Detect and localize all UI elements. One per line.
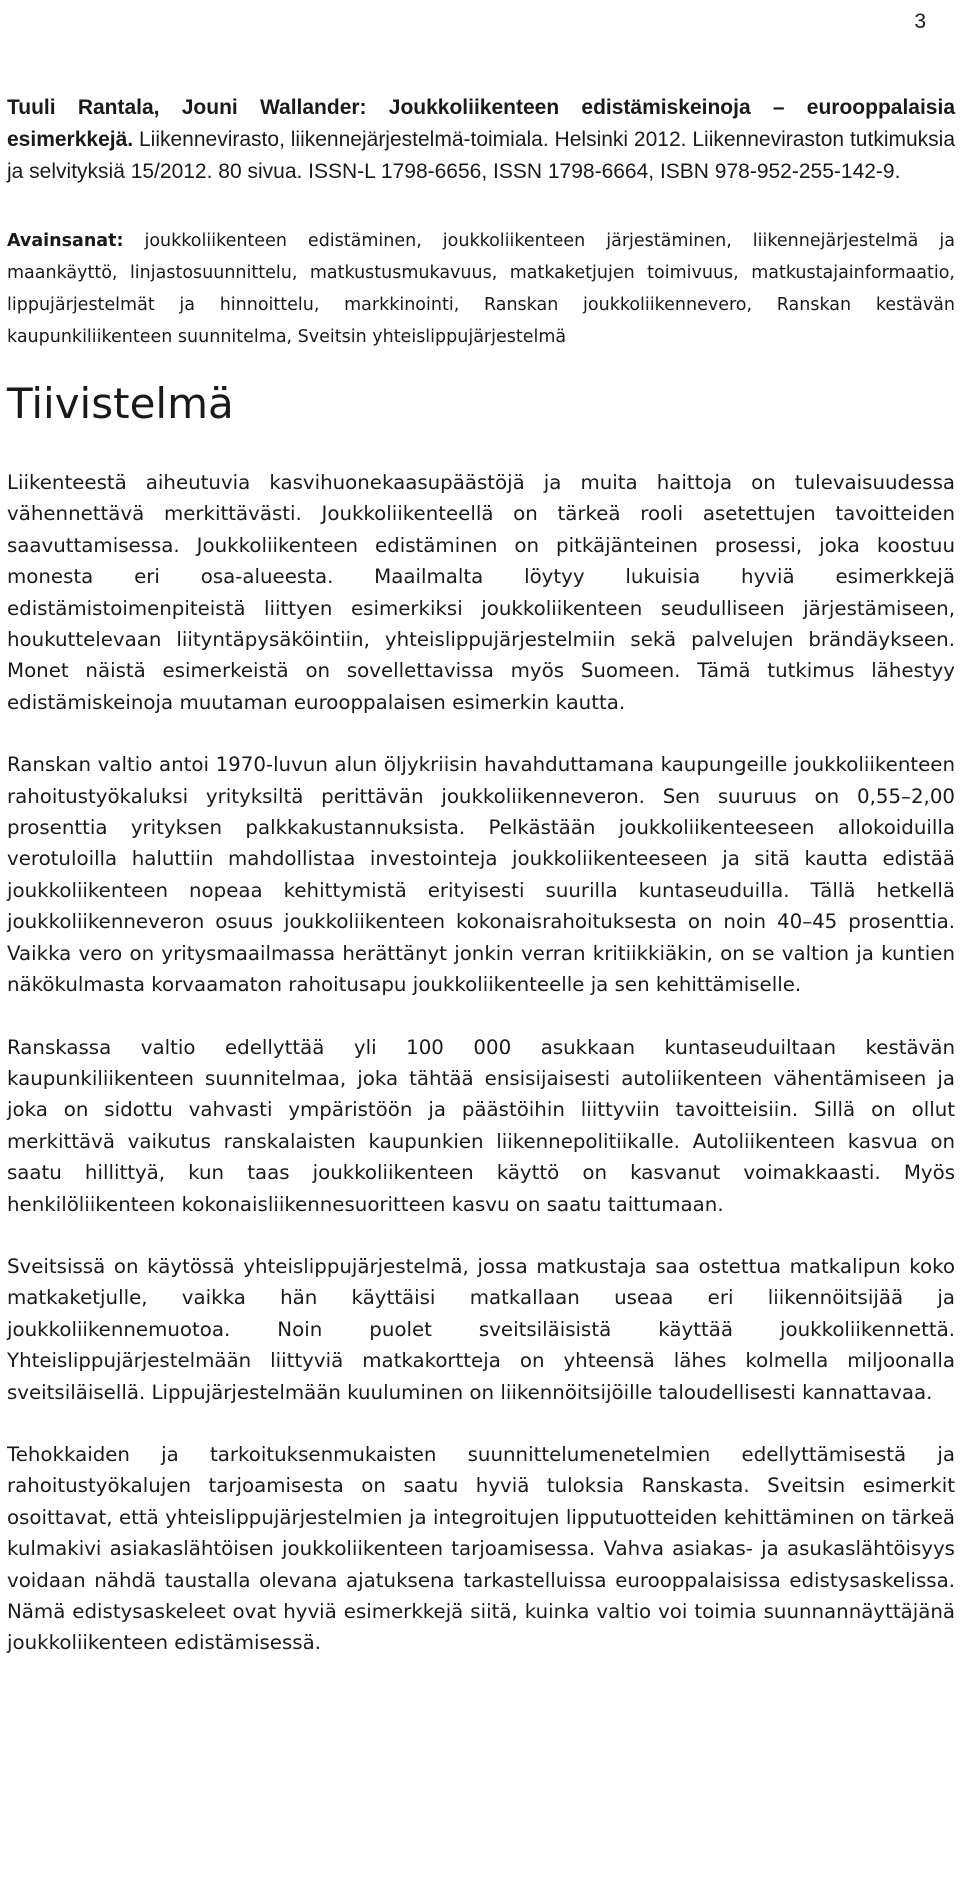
keywords-label: Avainsanat:: [7, 231, 124, 251]
keywords-text: joukkoliikenteen edistäminen, joukkoliikenteen järjestäminen, liikennejärjestelmä ja maankäyttö, linjastosuunnittelu, matkustusmukavuus, matkaketjujen toimivuus, matkustajainformaatio, lippujärjestelmät ja hinnoittelu, markkinointi, Ranskan joukkoliikennevero, Ranskan kestävän kaupunkiliikenteen suunnitelma, Sveitsin yhteislippujärjestelmä: [7, 231, 955, 347]
paragraph: Ranskan valtio antoi 1970-luvun alun öljykriisin havahduttamana kaupungeille joukkoliikenteen rahoitustyökaluksi yrityksiltä perittävän joukkoliikenneveron. Sen suuruus on 0,55–2,00 prosenttia yrityksen palkkakustannuksista. Pelkästään joukkoliikenteeseen allokoiduilla verotuloilla haluttiin mahdollistaa investointeja joukkoliikenteeseen ja sitä kautta edistää joukkoliikenteen nopeaa kehittymistä erityisesti suurilla kuntaseuduilla. Tällä hetkellä joukkoliikenneveron osuus joukkoliikenteen kokonaisrahoituksesta on noin 40–45 prosenttia. Vaikka vero on yritysmaailmassa herättänyt jonkin verran kritiikkiäkin, on se valtion ja kuntien näkökulmasta korvaamaton rahoitusapu joukkoliikenteelle ja sen kehittämiselle.: [7, 753, 955, 997]
paragraph: Liikenteestä aiheutuvia kasvihuonekaasupäästöjä ja muita haittoja on tulevaisuudessa vähennettävä merkittävästi. Joukkoliikenteellä on tärkeä rooli asetettujen tavoitteiden saavuttamisessa. Joukkoliikenteen edistäminen on pitkäjänteinen prosessi, joka koostuu monesta eri osa-alueesta. Maailmalta löytyy lukuisia hyviä esimerkkejä edistämistoimenpiteistä liittyen esimerkiksi joukkoliikenteen seudulliseen järjestämiseen, houkuttelevaan liityntäpysäköintiin, yhteislippujärjestelmiin sekä palvelujen brändäykseen. Monet näistä esimerkeistä on sovellettavissa myös Suomeen. Tämä tutkimus lähestyy edistämiskeinoja muutaman eurooppalaisen esimerkin kautta.: [7, 471, 955, 714]
keywords: [7, 225, 955, 353]
bibliographic-citation: [7, 92, 955, 188]
paragraph: Tehokkaiden ja tarkoituksenmukaisten suunnittelumenetelmien edellyttämisestä ja rahoitustyökalujen tarjoamisesta on saatu hyviä tuloksia Ranskasta. Sveitsin esimerkit osoittavat, että yhteislippujärjestelmien ja integroitujen lipputuotteiden kehittäminen on tärkeä kulmakivi asiakaslähtöisen joukkoliikenteen tarjoamisessa. Vahva asiakas- ja asukaslähtöisyys voidaan nähdä taustalla olevana ajatuksena tarkastelluissa eurooppalaisissa edistysaskelissa. Nämä edistysaskeleet ovat hyviä esimerkkejä siitä, kuinka valtio voi toimia suunnannäyttäjänä joukkoliikenteen edistämisessä.: [7, 1442, 955, 1655]
paragraph: Sveitsissä on käytössä yhteislippujärjestelmä, jossa matkustaja saa ostettua matkalipun koko matkaketjulle, vaikka hän käyttäisi matkallaan useaa eri liikennöitsijää ja joukkoliikennemuotoa. Noin puolet sveitsiläisistä käyttää joukkoliikennettä. Yhteislippujärjestelmään liittyviä matkakortteja on yhteensä lähes kolmella miljoonalla sveitsiläisellä. Lippujärjestelmään kuuluminen on liikennöitsijöille taloudellisesti kannattavaa.: [7, 1254, 955, 1404]
citation-publisher-info: Liikennevirasto, liikennejärjestelmä-toimiala. Helsinki 2012. Liikenneviraston tutkimuksia ja selvityksiä 15/2012. 80 sivua. ISSN-L 1798-6656, ISSN 1798-6664, ISBN 978-952-255-142-9.: [7, 128, 955, 183]
document-content: [7, 92, 955, 1690]
section-title: Tiivistelmä: [7, 379, 234, 428]
citation-authors-title: Tuuli Rantala, Jouni Wallander: Joukkoliikenteen edistämiskeinoja – eurooppalaisia esimerkkejä.: [7, 96, 955, 151]
page-number: 3: [914, 10, 926, 33]
paragraph: Ranskassa valtio edellyttää yli 100 000 asukkaan kuntaseuduiltaan kestävän kaupunkiliikenteen suunnitelmaa, joka tähtää ensisijaisesti autoliikenteen vähentämiseen ja joka on sidottu vahvasti ympäristöön ja päästöihin liittyviin tavoitteisiin. Sillä on ollut merkittävä vaikutus ranskalaisten kaupunkien liikennepolitiikalle. Autoliikenteen kasvua on saatu hillittyä, kun taas joukkoliikenteen käyttö on kasvanut voimakkaasti. Myös henkilöliikenteen kokonaisliikennesuoritteen kasvu on saatu taittumaan.: [7, 1035, 955, 1216]
